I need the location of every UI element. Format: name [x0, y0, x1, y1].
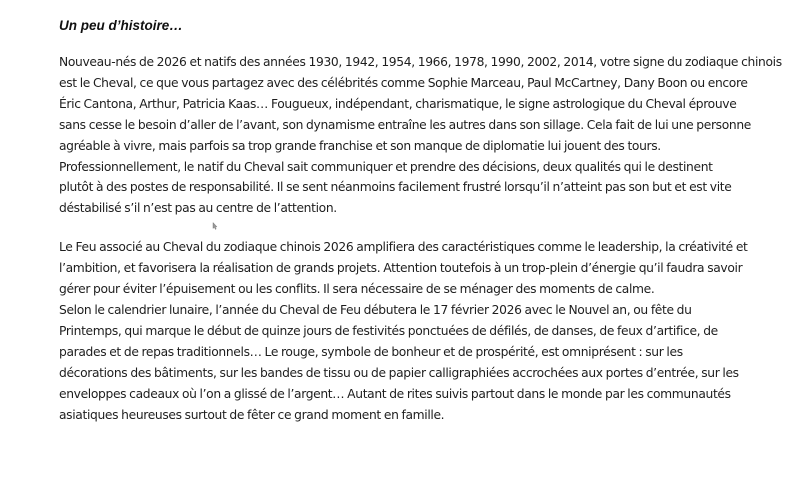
text-line: Éric Cantona, Arthur, Patricia Kaas… Fougueux, indépendant, charismatique, le signe astrologique du Cheval éprouve	[59, 96, 737, 111]
text-line: Nouveau-nés de 2026 et natifs des années 1930, 1942, 1954, 1966, 1978, 1990, 2002, 2014, votre signe du zodiaque chinois	[59, 55, 782, 69]
paragraph-lunar-calendar	[59, 300, 789, 425]
article	[59, 16, 789, 425]
text-line: décorations des bâtiments, sur les bandes de tissu ou de papier calligraphiées accrochées aux portes d’entrée, sur les	[59, 365, 739, 380]
text-line: gérer pour éviter l’épuisement ou les conflits. Il sera nécessaire de se ménager des moments de calme.	[59, 282, 655, 297]
text-line: est le Cheval, ce que vous partagez avec des célébrités comme Sophie Marceau, Paul McCartney, Dany Boon ou encore	[59, 75, 748, 90]
text-line: parades et de repas traditionnels… Le rouge, symbole de bonheur et de prospérité, est omniprésent : sur les	[59, 344, 683, 359]
paragraph-spacer	[59, 219, 789, 237]
text-line: déstabilisé s’il n’est pas au centre de l’attention.	[59, 201, 337, 216]
text-line: asiatiques heureuses surtout de fêter ce grand moment en famille.	[59, 407, 445, 422]
article-heading: Un peu d’histoire…	[59, 18, 183, 33]
text-line: agréable à vivre, mais parfois sa trop grande franchise et son manque de diplomatie lui jouent des tours.	[59, 138, 661, 153]
mouse-pointer-icon	[212, 222, 218, 230]
paragraph-horse-sign	[59, 52, 789, 219]
text-line: Selon le calendrier lunaire, l’année du Cheval de Feu débutera le 17 février 2026 avec le Nouvel an, ou fête du	[59, 302, 692, 317]
text-line: Professionnellement, le natif du Cheval sait communiquer et prendre des décisions, deux qualités qui le destinent	[59, 159, 713, 174]
text-line: Le Feu associé au Cheval du zodiaque chinois 2026 amplifiera des caractéristiques comme le leadership, la créativité et	[59, 240, 748, 255]
text-line: Printemps, qui marque le début de quinze jours de festivités ponctuées de défilés, de danses, de feux d’artifice, de	[59, 323, 718, 338]
text-line: plutôt à des postes de responsabilité. Il se sent néanmoins facilement frustré lorsqu’il n’atteint pas son but et est vite	[59, 180, 732, 195]
text-line: sans cesse le besoin d’aller de l’avant, son dynamisme entraîne les autres dans son sillage. Cela fait de lui une personne	[59, 117, 752, 132]
text-line: enveloppes cadeaux où l’on a glissé de l’argent… Autant de rites suivis partout dans le monde par les communautés	[59, 386, 731, 401]
text-line: l’ambition, et favorisera la réalisation de grands projets. Attention toutefois à un trop-plein d’énergie qu’il faudra savoir	[59, 261, 743, 276]
paragraph-fire-horse	[59, 237, 789, 300]
